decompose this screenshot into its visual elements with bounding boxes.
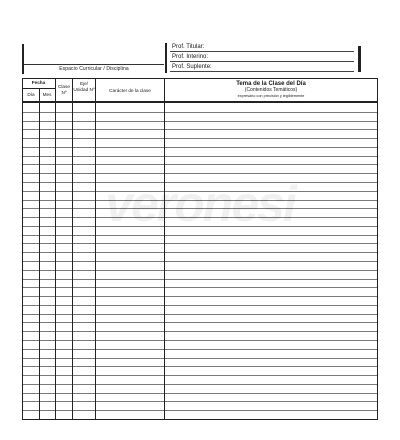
- table-row-line: [23, 401, 377, 402]
- table-row-line: [23, 410, 377, 411]
- table-row-line: [23, 305, 377, 306]
- table-header: [23, 79, 377, 103]
- table-row-line: [23, 349, 377, 350]
- table-row-line: [23, 261, 377, 262]
- prof-titular-label: Prof. Titular:: [172, 44, 205, 50]
- discipline-label: Espacio Curricular / Disciplina: [59, 66, 129, 72]
- table-row-line: [23, 156, 377, 157]
- discipline-line: [24, 64, 164, 65]
- table-row-line: [23, 393, 377, 394]
- header-eje-unidad: Eje/ Unidad Nº: [73, 81, 95, 92]
- header-tema-sub: (Contenidos Temáticos): [244, 87, 298, 93]
- col-divider-fecha-clase: [55, 79, 56, 419]
- header-dia: Día: [27, 92, 35, 97]
- table-row-line: [23, 314, 377, 315]
- table-row-line: [23, 129, 377, 130]
- table-row-line: [23, 112, 377, 113]
- table-row-line: [23, 331, 377, 332]
- table-row-line: [23, 164, 377, 165]
- prof-interino-label: Prof. Interino:: [172, 54, 209, 60]
- table-row-line: [23, 366, 377, 367]
- table-row-line: [23, 375, 377, 376]
- table-row-line: [23, 322, 377, 323]
- table-row-line: [23, 243, 377, 244]
- table-row-line: [23, 340, 377, 341]
- col-divider-clase-eje: [72, 79, 73, 419]
- header-clase-no: Clase Nº: [58, 84, 70, 95]
- header-tema-note: expresarlo con precisión y legiblemente: [237, 94, 305, 98]
- prof-suplente-label: Prof. Suplente:: [172, 64, 212, 70]
- table-row-line: [23, 252, 377, 253]
- col-divider-caracter-tema: [164, 79, 165, 419]
- table-row-line: [23, 270, 377, 271]
- prof-interino-line: [170, 61, 354, 62]
- col-divider-eje-caracter: [95, 79, 96, 419]
- header-right-border: [358, 46, 361, 72]
- table-row-line: [23, 147, 377, 148]
- prof-titular-line: [170, 51, 354, 52]
- table-row-line: [23, 358, 377, 359]
- header-mes: Mes: [42, 92, 52, 97]
- header-fecha: Fecha: [31, 80, 46, 85]
- attendance-table: [22, 78, 378, 420]
- header-tema-title: Tema de la Clase del Día: [236, 81, 306, 87]
- table-row-line: [23, 296, 377, 297]
- header-mid-border: [165, 43, 167, 73]
- table-row-line: [23, 235, 377, 236]
- table-row-line: [23, 121, 377, 122]
- table-row-line: [23, 138, 377, 139]
- table-row-line: [23, 384, 377, 385]
- table-row-line: [23, 287, 377, 288]
- header-caracter: Carácter de la clase: [109, 88, 151, 93]
- col-divider-dia-mes: [39, 88, 40, 419]
- table-row-line: [23, 279, 377, 280]
- prof-suplente-line: [170, 71, 354, 72]
- watermark: veronesi: [105, 176, 295, 232]
